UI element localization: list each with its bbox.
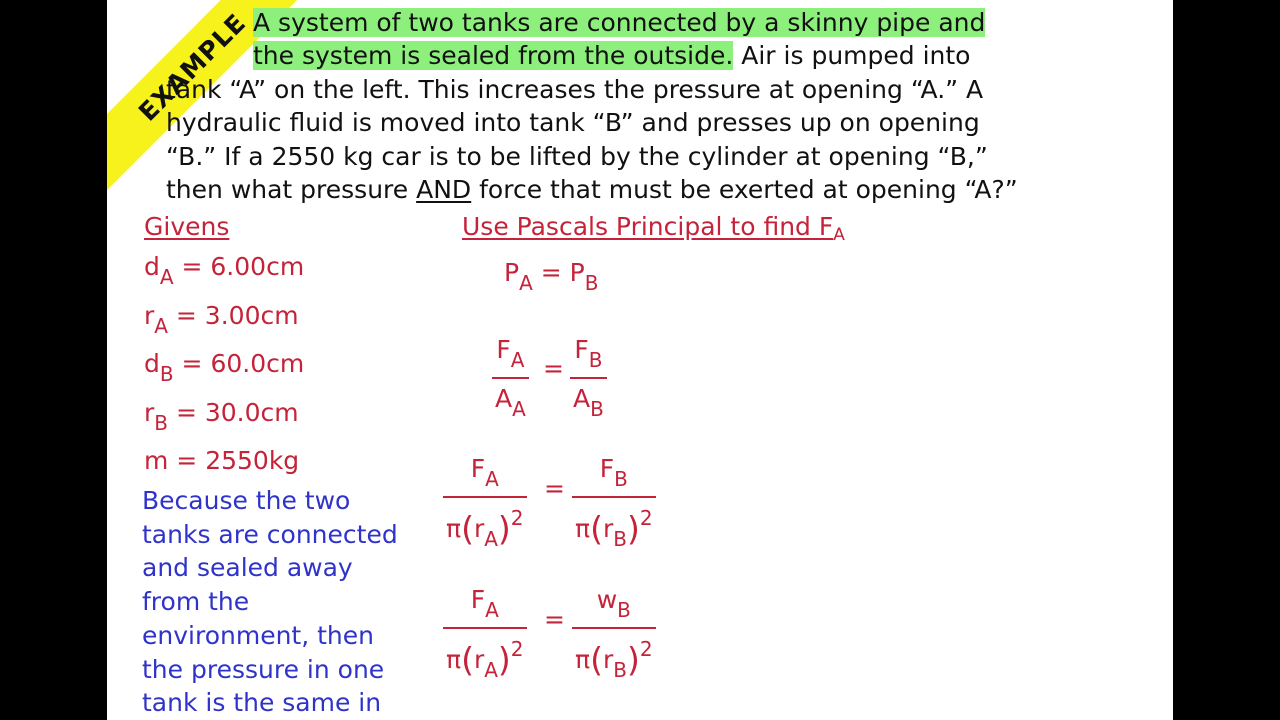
problem-line-1 <box>253 6 985 40</box>
given-item <box>144 446 299 475</box>
method-heading-text: Use Pascals Principal to find F <box>462 212 834 241</box>
eq3-left-numerator: $F_A$ <box>470 454 499 491</box>
eq3-right-fraction <box>572 452 656 559</box>
problem-highlight-2: the system is sealed from the outside. <box>253 41 734 70</box>
given-value: = 2550kg <box>168 446 300 475</box>
given-item <box>144 349 304 386</box>
given-subscript: A <box>159 265 174 289</box>
explanation-line: from the <box>142 587 250 617</box>
eq4-left-denominator: $\pi(r_A)^2$ <box>443 627 527 690</box>
given-symbol: m <box>144 446 169 475</box>
eq2-right-denominator: $A_B$ <box>570 377 607 429</box>
eq2-left-fraction <box>492 333 529 429</box>
problem-line-6 <box>166 173 1018 207</box>
given-item <box>144 301 299 338</box>
given-item <box>144 252 304 289</box>
explanation-line: tank is the same in <box>142 688 382 718</box>
explanation-line: and sealed away <box>142 553 353 583</box>
eq4-right-numerator: $w_B$ <box>596 585 631 622</box>
eq2-right-fraction <box>570 333 607 429</box>
problem-line-2-rest: Air is pumped into <box>733 41 971 70</box>
problem-line-4: hydraulic fluid is moved into tank “B” and presses up on opening <box>166 108 980 137</box>
eq4-equals: = <box>544 605 565 634</box>
eq4-left-fraction <box>443 583 527 690</box>
eq3-left-fraction <box>443 452 527 559</box>
explanation-line: tanks are connected <box>142 519 398 549</box>
explanation-line: environment, then <box>142 620 374 650</box>
given-subscript: A <box>154 314 168 338</box>
problem-line-6-post: force that must be exerted at opening “A?” <box>471 175 1018 204</box>
eq4-right-fraction <box>572 583 656 690</box>
given-value: = 60.0cm <box>173 349 305 378</box>
explanation-line: the pressure in one <box>142 654 385 684</box>
given-symbol: r <box>144 398 155 427</box>
eq1-equals: = <box>540 258 562 287</box>
eq1-left-sub: A <box>519 271 533 295</box>
method-heading <box>462 212 845 245</box>
explanation-text <box>142 484 398 720</box>
problem-line-5: “B.” If a 2550 kg car is to be lifted by the cylinder at opening “B,” <box>166 142 988 171</box>
given-symbol: d <box>144 349 160 378</box>
eq2-equals: = <box>543 354 564 383</box>
eq4-left-numerator: $F_A$ <box>470 585 499 622</box>
method-heading-subscript: A <box>833 225 845 245</box>
eq3-equals: = <box>544 474 565 503</box>
given-value: = 30.0cm <box>168 398 299 427</box>
example-badge-label: EXAMPLE <box>132 7 252 127</box>
eq1-right-sub: B <box>584 271 599 295</box>
eq1-right: P <box>569 258 585 287</box>
problem-line-2 <box>253 39 970 73</box>
eq4-right-denominator: $\pi(r_B)^2$ <box>572 627 656 690</box>
problem-line-3: tank “A” on the left. This increases the pressure at opening “A.” A <box>166 75 984 104</box>
eq1-left: P <box>504 258 520 287</box>
eq2-left-numerator: $F_A$ <box>496 335 525 372</box>
eq2-left-denominator: $A_A$ <box>492 377 529 429</box>
eq3-right-denominator: $\pi(r_B)^2$ <box>572 496 656 559</box>
eq3-right-numerator: $F_B$ <box>599 454 628 491</box>
slide <box>107 0 1173 720</box>
problem-line-6-pre: then what pressure <box>166 175 417 204</box>
given-item <box>144 398 299 435</box>
givens-heading: Givens <box>144 212 230 241</box>
problem-highlight-1: A system of two tanks are connected by a skinny pipe and <box>253 8 986 37</box>
equation-pressure-equal <box>504 258 598 295</box>
given-subscript: B <box>159 362 174 386</box>
given-symbol: d <box>144 252 160 281</box>
given-value: = 6.00cm <box>173 252 305 281</box>
given-subscript: B <box>154 411 169 435</box>
given-symbol: r <box>144 301 155 330</box>
eq3-left-denominator: $\pi(r_A)^2$ <box>443 496 527 559</box>
and-emphasis: AND <box>416 175 472 204</box>
explanation-line: Because the two <box>142 486 351 515</box>
given-value: = 3.00cm <box>167 301 299 330</box>
eq2-right-numerator: $F_B$ <box>574 335 603 372</box>
